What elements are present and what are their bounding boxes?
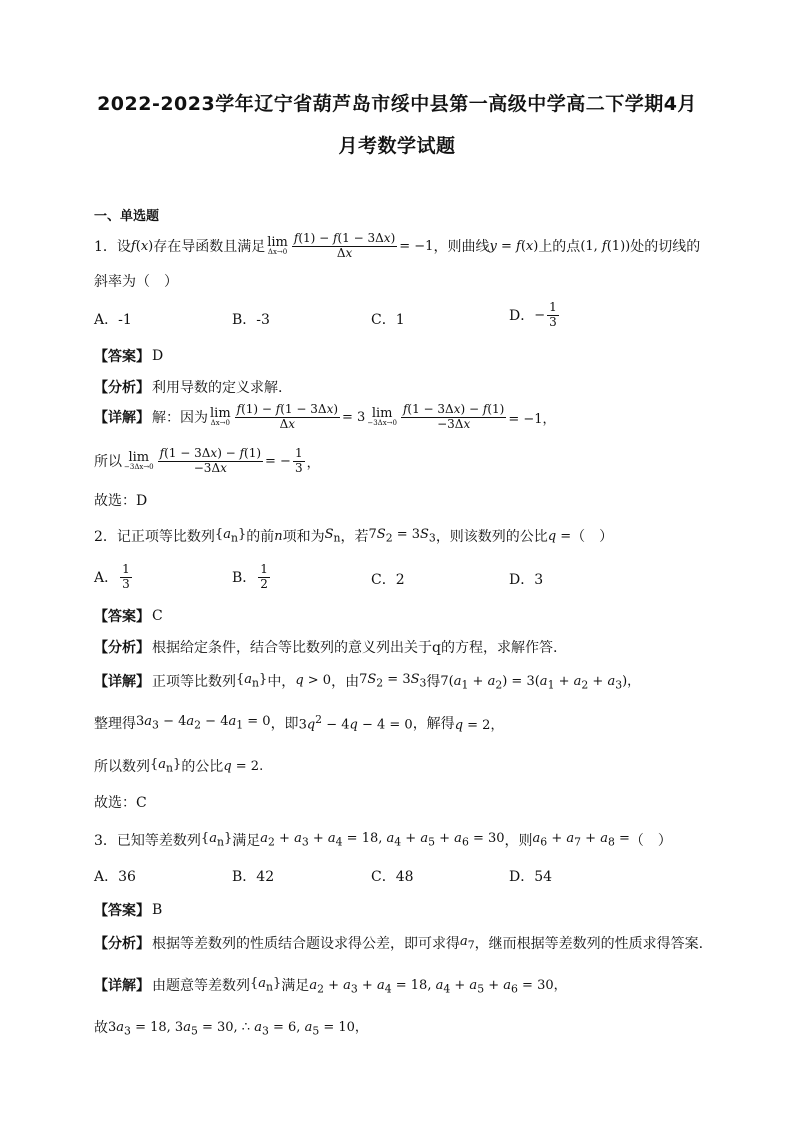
q1-option-a: A．-1 <box>94 312 132 328</box>
q2-option-d: D．3 <box>509 572 544 588</box>
q3-option-b: B．42 <box>232 869 275 885</box>
q3-analysis: 【分析】 根据等差数列的性质结合题设求得公差，即可求得 $a_7$ ，继而根据等差数列的性质求得答案. <box>94 934 704 952</box>
q1-option-d: D． − $\frac{1}{3}$ <box>509 300 557 329</box>
document-title-line1: 2022-2023学年辽宁省葫芦岛市绥中县第一高级中学高二下学期4月 <box>97 93 697 115</box>
q1-detail-line2: 所以 lim −3Δx→0 $\frac{f(1 - 3\Delta x) - f(1)}{-3\Delta x}$ = − $\frac{1}{3}$ ， <box>94 446 320 475</box>
q2-conclusion: 故选：C <box>94 795 147 811</box>
q1-detail: 【详解】 解：因为 lim Δx→0 $\frac{f(1) - f(1 - 3\Delta x)}{\Delta x}$ = 3 lim −3Δx→0 $\frac{f(1 - 3\Delta x) - f(1)}{-3\Delta x}$ = −1， <box>94 402 556 431</box>
q1-analysis: 【分析】 利用导数的定义求解. <box>94 380 283 396</box>
q3-answer: 【答案】 B <box>94 902 163 919</box>
q3-stem: 3．已知等差数列 $\{a_n\}$ 满足 $a_2 + a_3 + a_4 = 18$, $a_4 + a_5 + a_6 = 30$ ，则 $a_6 + a_7 + a_8$ = （ ） <box>94 831 672 849</box>
math-fx: f(x) <box>130 238 154 254</box>
document-title-line2: 月考数学试题 <box>338 135 456 157</box>
q2-option-b: B． $\frac{1}{2}$ <box>232 562 268 591</box>
q3-option-a: A．36 <box>94 869 136 885</box>
q3-option-d: D．54 <box>509 869 553 885</box>
q2-option-a: A． $\frac{1}{3}$ <box>94 562 130 591</box>
q2-detail: 【详解】 正项等比数列 $\{a_n\}$ 中， q > 0 ，由 $7S_2 = 3S_3$ 得 $7(a_1 + a_2) = 3(a_1 + a_2 + a_3)$， <box>94 672 641 692</box>
q1-answer: 【答案】 D <box>94 348 164 365</box>
q3-option-c: C．48 <box>371 869 414 885</box>
q3-detail: 【详解】 由题意等差数列 $\{a_n\}$ 满足 $a_2 + a_3 + a_4 = 18$, $a_4 + a_5 + a_6 = 30$， <box>94 976 567 996</box>
q2-option-c: C．2 <box>371 572 405 588</box>
q2-stem: 2．记正项等比数列 $\{a_n\}$ 的前 n 项和为 $S_n$ ，若 $7S_2 = 3S_3$ ，则该数列的公比 q = （ ） <box>94 527 614 545</box>
q2-detail-line3: 所以数列 $\{a_n\}$ 的公比 q = 2. <box>94 757 264 775</box>
q2-analysis: 【分析】 根据给定条件，结合等比数列的意义列出关于q的方程，求解作答. <box>94 640 558 656</box>
limit-symbol: lim Δx→0 <box>267 235 288 257</box>
section-heading: 一、单选题 <box>94 209 160 224</box>
q2-answer: 【答案】 C <box>94 608 163 625</box>
q1-stem: 1．设 f(x) 存在导函数且满足 lim Δx→0 $\frac{f(1) - f(1 - 3\Delta x)}{\Delta x}$ = −1 ，则曲线 y = f(x) 上的点 (1, f(1)) 处的切线的 <box>94 231 701 260</box>
q3-detail-line2: 故 $3a_3 = 18$, $3a_5 = 30$, ∴ $a_3 = 6$, $a_5 = 10$， <box>94 1019 368 1038</box>
q2-detail-line2: 整理得 $3a_3 - 4a_2 - 4a_1 = 0$ ，即 $3q^2 - 4q - 4 = 0$ ，解得 q = 2， <box>94 713 504 733</box>
q1-option-b: B．-3 <box>232 312 270 328</box>
q1-stem-line2: 斜率为（ ） <box>94 274 178 290</box>
fraction-def-derivative: $\frac{f(1) - f(1 - 3\Delta x)}{\Delta x}$ <box>293 231 396 260</box>
q1-conclusion: 故选：D <box>94 493 148 509</box>
q1-option-c: C．1 <box>371 312 405 328</box>
